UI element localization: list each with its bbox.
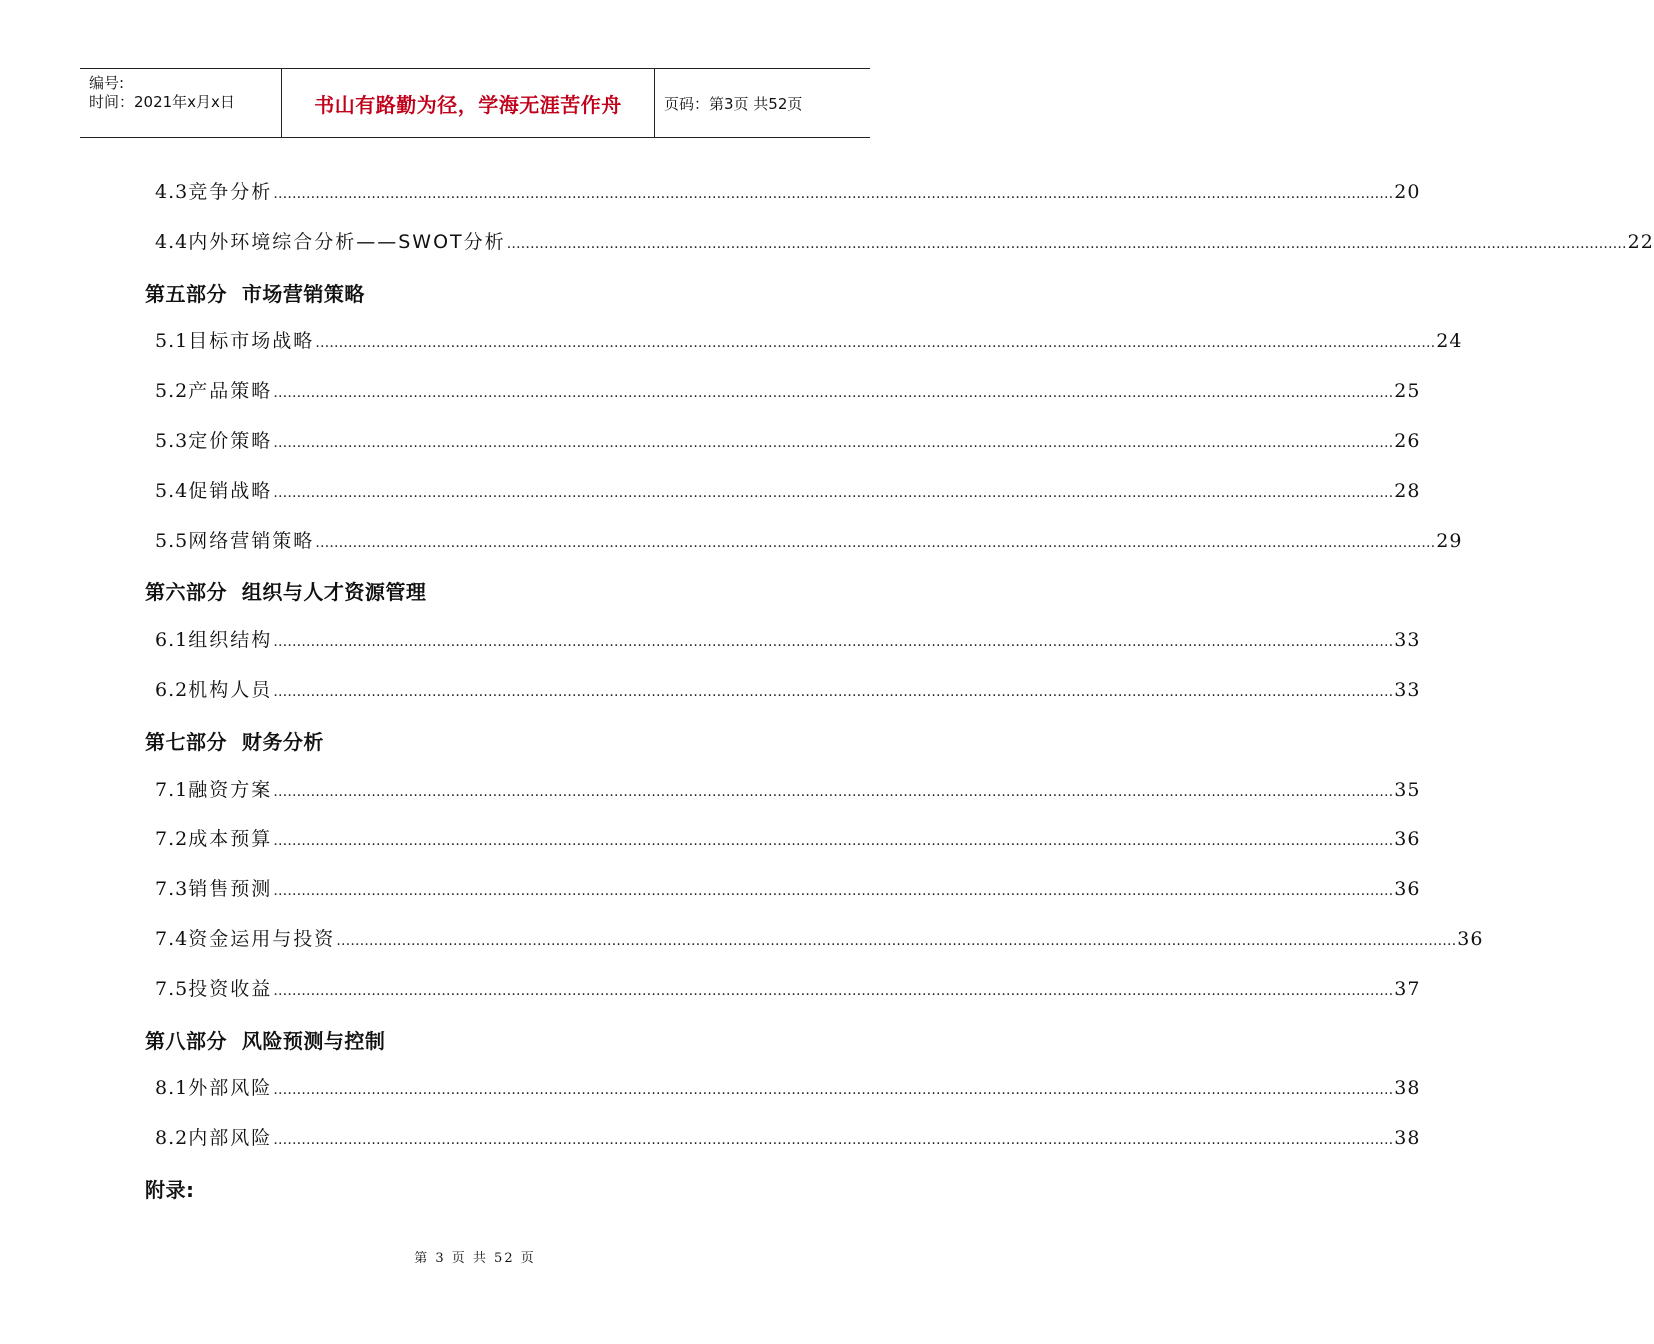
- toc-entry[interactable]: [155, 1073, 1421, 1101]
- document-header: [80, 68, 870, 138]
- number-label: 编号:: [89, 74, 125, 92]
- toc-leader-dots: ……………………………………………………………………………………………………………………………………………………………………………………………………………………: [273, 1082, 1394, 1099]
- toc-leader-dots: ……………………………………………………………………………………………………………………………………………………………………………………………………………………: [315, 534, 1436, 551]
- toc-entry[interactable]: [155, 625, 1421, 653]
- toc-leader-dots: ……………………………………………………………………………………………………………………………………………………………………………………………………………………: [273, 634, 1394, 651]
- toc-entry-number: 5.5: [155, 529, 189, 552]
- toc-entry[interactable]: [155, 326, 1463, 354]
- toc-entry-number: 7.5: [155, 977, 189, 1000]
- section-heading: 第六部分 组织与人才资源管理: [145, 580, 427, 605]
- section-heading: 第七部分 财务分析: [145, 729, 324, 754]
- toc-entry-title: 融资方案: [188, 778, 273, 801]
- toc-entry-number: 7.4: [155, 928, 189, 950]
- toc-entry-number: 6.1: [155, 629, 189, 652]
- toc-entry-page: 29: [1436, 529, 1463, 552]
- toc-entry-page: 36: [1394, 828, 1421, 851]
- toc-entry[interactable]: [155, 824, 1421, 852]
- toc-entry-number: 7.3: [155, 878, 189, 901]
- toc-leader-dots: ……………………………………………………………………………………………………………………………………………………………………………………………………………………: [315, 335, 1436, 352]
- header-page-cell: [655, 69, 870, 137]
- toc-leader-dots: ……………………………………………………………………………………………………………………………………………………………………………………………………………………: [273, 783, 1394, 800]
- toc-entry[interactable]: [155, 376, 1421, 404]
- toc-leader-dots: ……………………………………………………………………………………………………………………………………………………………………………………………………………………: [273, 186, 1394, 202]
- toc-entry[interactable]: [155, 675, 1421, 703]
- toc-entry-page: 35: [1394, 778, 1421, 801]
- toc-entry-number: 8.2: [155, 1127, 189, 1150]
- toc-leader-dots: ……………………………………………………………………………………………………………………………………………………………………………………………………………………: [273, 435, 1394, 451]
- toc-entry-page: 28: [1394, 479, 1421, 502]
- page-footer: 第 3 页 共 52 页: [414, 1251, 536, 1266]
- toc-entry-page: 36: [1394, 878, 1421, 901]
- toc-entry-title: 产品策略: [188, 380, 273, 403]
- toc-entry-title: 组织结构: [188, 629, 273, 652]
- toc-entry-title: 外部风险: [188, 1077, 273, 1100]
- toc-entry-page: 26: [1394, 430, 1421, 452]
- toc-leader-dots: ……………………………………………………………………………………………………………………………………………………………………………………………………………………: [273, 1132, 1394, 1149]
- toc-leader-dots: ……………………………………………………………………………………………………………………………………………………………………………………………………………………: [273, 385, 1394, 402]
- toc-entry-number: 5.3: [155, 430, 189, 452]
- toc-entry-page: 37: [1394, 977, 1421, 1000]
- section-heading: 第八部分 风险预测与控制: [145, 1028, 386, 1053]
- toc-entry[interactable]: [155, 775, 1421, 803]
- header-meta: [80, 69, 280, 137]
- toc-entry-title: 内部风险: [188, 1127, 273, 1150]
- toc-entry[interactable]: [155, 177, 1421, 205]
- toc-entry-title: 成本预算: [188, 828, 273, 851]
- toc-entry-number: 4.4: [155, 230, 189, 253]
- toc-entry-page: 36: [1457, 928, 1484, 950]
- toc-entry-number: 5.4: [155, 479, 189, 502]
- toc-entry-number: 7.2: [155, 828, 189, 851]
- toc-entry[interactable]: [155, 227, 1654, 255]
- toc-leader-dots: ……………………………………………………………………………………………………………………………………………………………………………………………………………………: [336, 933, 1457, 949]
- header-motto-cell: [281, 69, 655, 137]
- appendix-heading: 附录:: [145, 1178, 195, 1202]
- toc-leader-dots: ……………………………………………………………………………………………………………………………………………………………………………………………………………………: [273, 484, 1394, 501]
- toc-entry-title: 资金运用与投资: [188, 928, 336, 950]
- toc-entry[interactable]: [155, 476, 1421, 504]
- toc-entry-number: 5.2: [155, 380, 189, 403]
- toc-entry-title: 促销战略: [188, 479, 273, 502]
- toc-entry[interactable]: [155, 924, 1484, 952]
- time-label: 时间：2021年x月x日: [89, 93, 235, 111]
- toc-entry-page: 38: [1394, 1127, 1421, 1150]
- toc-entry-title: 目标市场战略: [188, 330, 315, 353]
- toc-entry-title: 竞争分析: [188, 181, 273, 203]
- toc-entry-page: 24: [1436, 330, 1463, 353]
- toc-entry-title: 销售预测: [188, 878, 273, 901]
- toc-entry-title: 机构人员: [188, 679, 273, 701]
- toc-entry-page: 25: [1394, 380, 1421, 403]
- motto-text: 书山有路勤为径，学海无涯苦作舟: [314, 92, 622, 117]
- toc-entry[interactable]: [155, 526, 1463, 554]
- toc-entry-page: 33: [1394, 629, 1421, 652]
- toc-entry-number: 5.1: [155, 330, 189, 353]
- toc-entry-page: 38: [1394, 1077, 1421, 1100]
- toc-entry-title: 内外环境综合分析——SWOT分析: [188, 230, 506, 253]
- toc-entry-page: 33: [1394, 679, 1421, 701]
- toc-entry[interactable]: [155, 426, 1421, 454]
- toc-entry-number: 8.1: [155, 1077, 189, 1100]
- toc-entry-page: 20: [1394, 181, 1421, 203]
- toc-entry-page: 22: [1627, 230, 1654, 253]
- toc-entry-number: 6.2: [155, 679, 189, 701]
- toc-leader-dots: ……………………………………………………………………………………………………………………………………………………………………………………………………………………: [506, 235, 1627, 252]
- section-heading: 第五部分 市场营销策略: [145, 281, 365, 306]
- toc-leader-dots: ……………………………………………………………………………………………………………………………………………………………………………………………………………………: [273, 883, 1394, 900]
- toc-leader-dots: ……………………………………………………………………………………………………………………………………………………………………………………………………………………: [273, 684, 1394, 700]
- toc-entry-number: 7.1: [155, 778, 189, 801]
- toc-leader-dots: ……………………………………………………………………………………………………………………………………………………………………………………………………………………: [273, 833, 1394, 850]
- toc-entry-title: 网络营销策略: [188, 529, 315, 552]
- toc-entry-title: 定价策略: [188, 430, 273, 452]
- toc-entry[interactable]: [155, 874, 1421, 902]
- toc-entry-number: 4.3: [155, 181, 189, 203]
- toc-leader-dots: ……………………………………………………………………………………………………………………………………………………………………………………………………………………: [273, 982, 1394, 999]
- toc-entry[interactable]: [155, 1123, 1421, 1151]
- toc-entry-title: 投资收益: [188, 977, 273, 1000]
- page-info: 页码：第3页 共52页: [664, 94, 803, 113]
- toc-entry[interactable]: [155, 974, 1421, 1002]
